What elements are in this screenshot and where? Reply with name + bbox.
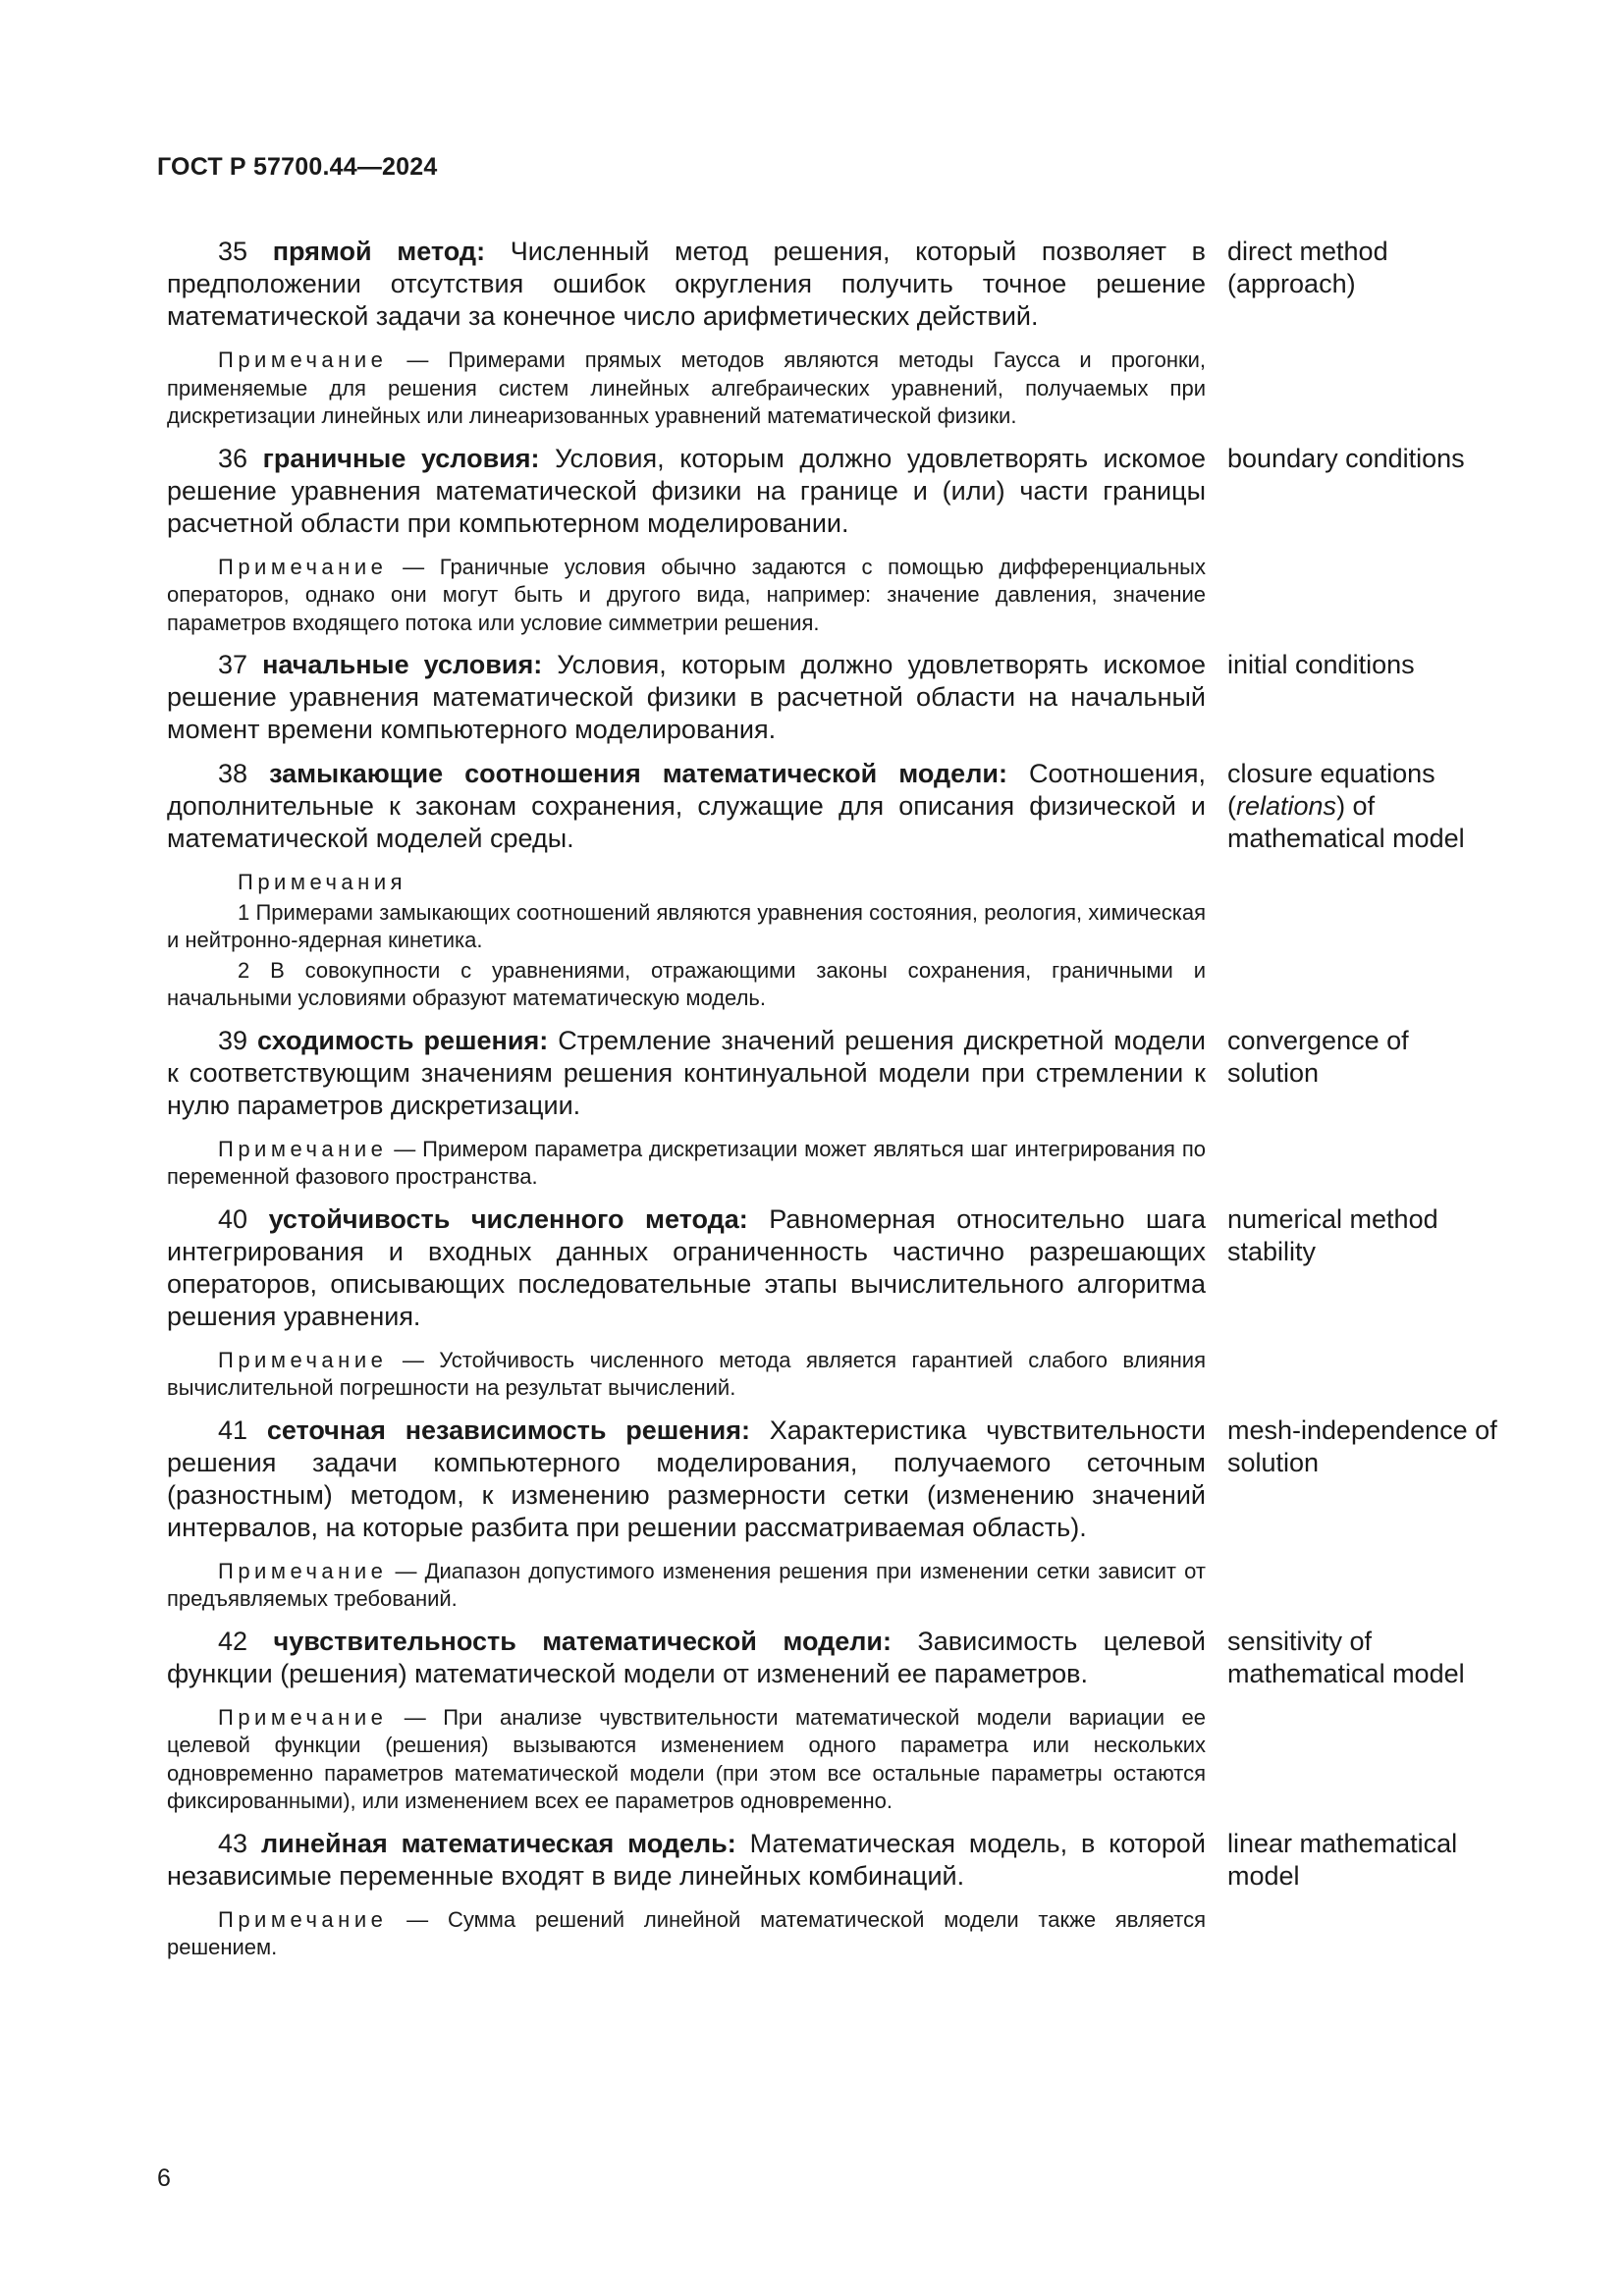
term-entry-35 bbox=[167, 236, 1502, 431]
term-definition bbox=[167, 1203, 1206, 1333]
definition-text: Характеристика чувствительности решения задачи компьютерного моделирования, получаемого сеточным (разностным) методом, к изменению размерности сетки (изменению значений интервалов, на которые разбита при решении рассматриваемая область). bbox=[167, 1415, 1206, 1542]
term-note bbox=[167, 1906, 1206, 1962]
definition-text: Условия, которым должно удовлетворять искомое решение уравнения математической физики в расчетной области на начальный момент времени компьютерного моделирования. bbox=[167, 650, 1206, 744]
term-number: 42 bbox=[218, 1626, 248, 1656]
term-note bbox=[167, 1347, 1206, 1403]
term-body bbox=[167, 236, 1206, 431]
definition-text: Условия, которым должно удовлетворять искомое решение уравнения математической физики на границе и (или) части границы расчетной области при компьютерном моделировании. bbox=[167, 443, 1206, 538]
definition-text: Математическая модель, в которой независимые переменные входят в виде линейных комбинаций. bbox=[167, 1828, 1206, 1891]
term-entry-40 bbox=[167, 1203, 1502, 1403]
term-number: 35 bbox=[218, 237, 248, 266]
note-text: — Сумма решений линейной математической модели также является решением. bbox=[167, 1906, 1206, 1959]
term-entry-43 bbox=[167, 1828, 1502, 1962]
note-item-2: 2 В совокупности с уравнениями, отражающими законы сохранения, граничными и начальными условиями образуют математическую модель. bbox=[167, 957, 1206, 1010]
note-label: Примечание bbox=[218, 1558, 388, 1583]
english-equivalent: sensitivity of mathematical model bbox=[1227, 1626, 1465, 1688]
term-name: замыкающие соотношения математической модели: bbox=[269, 759, 1007, 788]
term-note bbox=[167, 1558, 1206, 1614]
note-item-1: 1 Примерами замыкающих соотношений являются уравнения состояния, реология, химическая и нейтронно-ядерная кинетика. bbox=[167, 899, 1206, 952]
english-equivalent: boundary conditions bbox=[1227, 443, 1465, 473]
english-equivalent: numerical method stability bbox=[1227, 1203, 1438, 1266]
term-name: граничные условия: bbox=[262, 443, 540, 473]
term-number: 36 bbox=[218, 443, 248, 473]
term-definition bbox=[167, 236, 1206, 333]
term-number: 43 bbox=[218, 1828, 248, 1858]
note-text: — При анализе чувствительности математической модели вариации ее целевой функции (решения) вызываются изменением одного параметра или нескольких одновременно параметров математической модели (при этом все остальные параметры остаются фиксированными), или изменением всех ее параметров одновременно. bbox=[167, 1704, 1206, 1813]
term-definition bbox=[167, 1025, 1206, 1122]
term-number: 37 bbox=[218, 650, 248, 679]
term-entry-42 bbox=[167, 1626, 1502, 1816]
term-note bbox=[167, 347, 1206, 431]
definition-text: Численный метод решения, который позволяет в предположении отсутствия ошибок округления получить точное решение математической задачи за конечное число арифметических действий. bbox=[167, 237, 1206, 331]
note-label: Примечание bbox=[218, 1136, 388, 1161]
terms-list bbox=[167, 236, 1502, 1974]
term-name: устойчивость численного метода: bbox=[268, 1203, 748, 1234]
english-equivalent: mesh-independence of solution bbox=[1227, 1415, 1497, 1477]
term-definition bbox=[167, 1828, 1206, 1893]
term-number: 41 bbox=[218, 1415, 248, 1445]
definition-text: Стремление значений решения дискретной модели к соответствующим значениям решения континуальной модели при стремлении к нулю параметров дискретизации. bbox=[167, 1025, 1206, 1120]
term-entry-41 bbox=[167, 1415, 1502, 1614]
note-text: — Диапазон допустимого изменения решения при изменении сетки зависит от предъявляемых требований. bbox=[167, 1558, 1206, 1611]
definition-text: Соотношения, дополнительные к законам сохранения, служащие для описания физической и математической моделей среды. bbox=[167, 759, 1206, 853]
note-text: — Граничные условия обычно задаются с помощью дифференциальных операторов, однако они могут быть и другого вида, например: значение давления, значение параметров входящего потока или условие симметрии решения. bbox=[167, 554, 1206, 635]
term-definition bbox=[167, 1415, 1206, 1544]
note-label: Примечание bbox=[218, 1906, 388, 1932]
term-definition bbox=[167, 649, 1206, 746]
definition-text: Зависимость целевой функции (решения) математической модели от изменений ее параметров. bbox=[167, 1626, 1206, 1688]
term-name: сеточная независимость решения: bbox=[266, 1415, 750, 1445]
term-body bbox=[167, 1025, 1206, 1192]
english-italic-part: relations bbox=[1236, 791, 1337, 821]
document-header: ГОСТ Р 57700.44—2024 bbox=[157, 153, 438, 181]
note-label: Примечание bbox=[218, 347, 388, 372]
term-number: 38 bbox=[218, 759, 248, 788]
note-label: Примечание bbox=[218, 1347, 388, 1372]
note-text: — Примером параметра дискретизации может являться шаг интегрирования по переменной фазового пространства. bbox=[167, 1136, 1206, 1189]
note-label: Примечание bbox=[218, 1704, 388, 1730]
english-part: closure equations ( bbox=[1227, 759, 1435, 821]
term-entry-36 bbox=[167, 443, 1502, 638]
english-equivalent: initial conditions bbox=[1227, 650, 1415, 679]
term-entry-37 bbox=[167, 649, 1502, 746]
term-body bbox=[167, 1626, 1206, 1816]
term-body bbox=[167, 1828, 1206, 1962]
term-entry-39 bbox=[167, 1025, 1502, 1192]
term-definition bbox=[167, 443, 1206, 540]
english-equivalent: linear mathematical model bbox=[1227, 1828, 1458, 1891]
english-part: ) of mathematical model bbox=[1227, 791, 1465, 853]
note-text: — Примерами прямых методов являются методы Гаусса и прогонки, применяемые для решения систем линейных алгебраических уравнений, получаемых при дискретизации линейных или линеаризованных уравнений математической физики. bbox=[167, 347, 1206, 428]
term-body bbox=[167, 1203, 1206, 1403]
page-number: 6 bbox=[157, 2164, 171, 2192]
term-definition bbox=[167, 1626, 1206, 1690]
term-number: 40 bbox=[218, 1203, 248, 1234]
term-definition bbox=[167, 758, 1206, 855]
note-label: Примечание bbox=[218, 554, 388, 579]
english-equivalent bbox=[1227, 758, 1502, 855]
english-equivalent: convergence of solution bbox=[1227, 1025, 1409, 1088]
term-body bbox=[167, 1415, 1206, 1614]
english-equivalent: direct method (approach) bbox=[1227, 237, 1388, 298]
term-body bbox=[167, 758, 1206, 1013]
term-name: начальные условия: bbox=[262, 650, 543, 679]
term-entry-38 bbox=[167, 758, 1502, 1013]
term-body bbox=[167, 649, 1206, 746]
definition-text: Равномерная относительно шага интегрирования и входных данных ограниченность частично разрешающих операторов, описывающих последовательные этапы вычислительного алгоритма решения уравнения. bbox=[167, 1203, 1206, 1331]
note-text: — Устойчивость численного метода является гарантией слабого влияния вычислительной погрешности на результат вычислений. bbox=[167, 1347, 1206, 1400]
term-note bbox=[167, 554, 1206, 638]
term-note bbox=[167, 1704, 1206, 1816]
notes-title: Примечания bbox=[238, 870, 407, 894]
term-name: чувствительность математической модели: bbox=[273, 1626, 892, 1656]
term-name: сходимость решения: bbox=[257, 1025, 549, 1055]
term-note bbox=[167, 1136, 1206, 1192]
term-number: 39 bbox=[218, 1025, 248, 1055]
term-body bbox=[167, 443, 1206, 638]
term-name: прямой метод: bbox=[272, 237, 486, 266]
term-name: линейная математическая модель: bbox=[260, 1828, 736, 1858]
